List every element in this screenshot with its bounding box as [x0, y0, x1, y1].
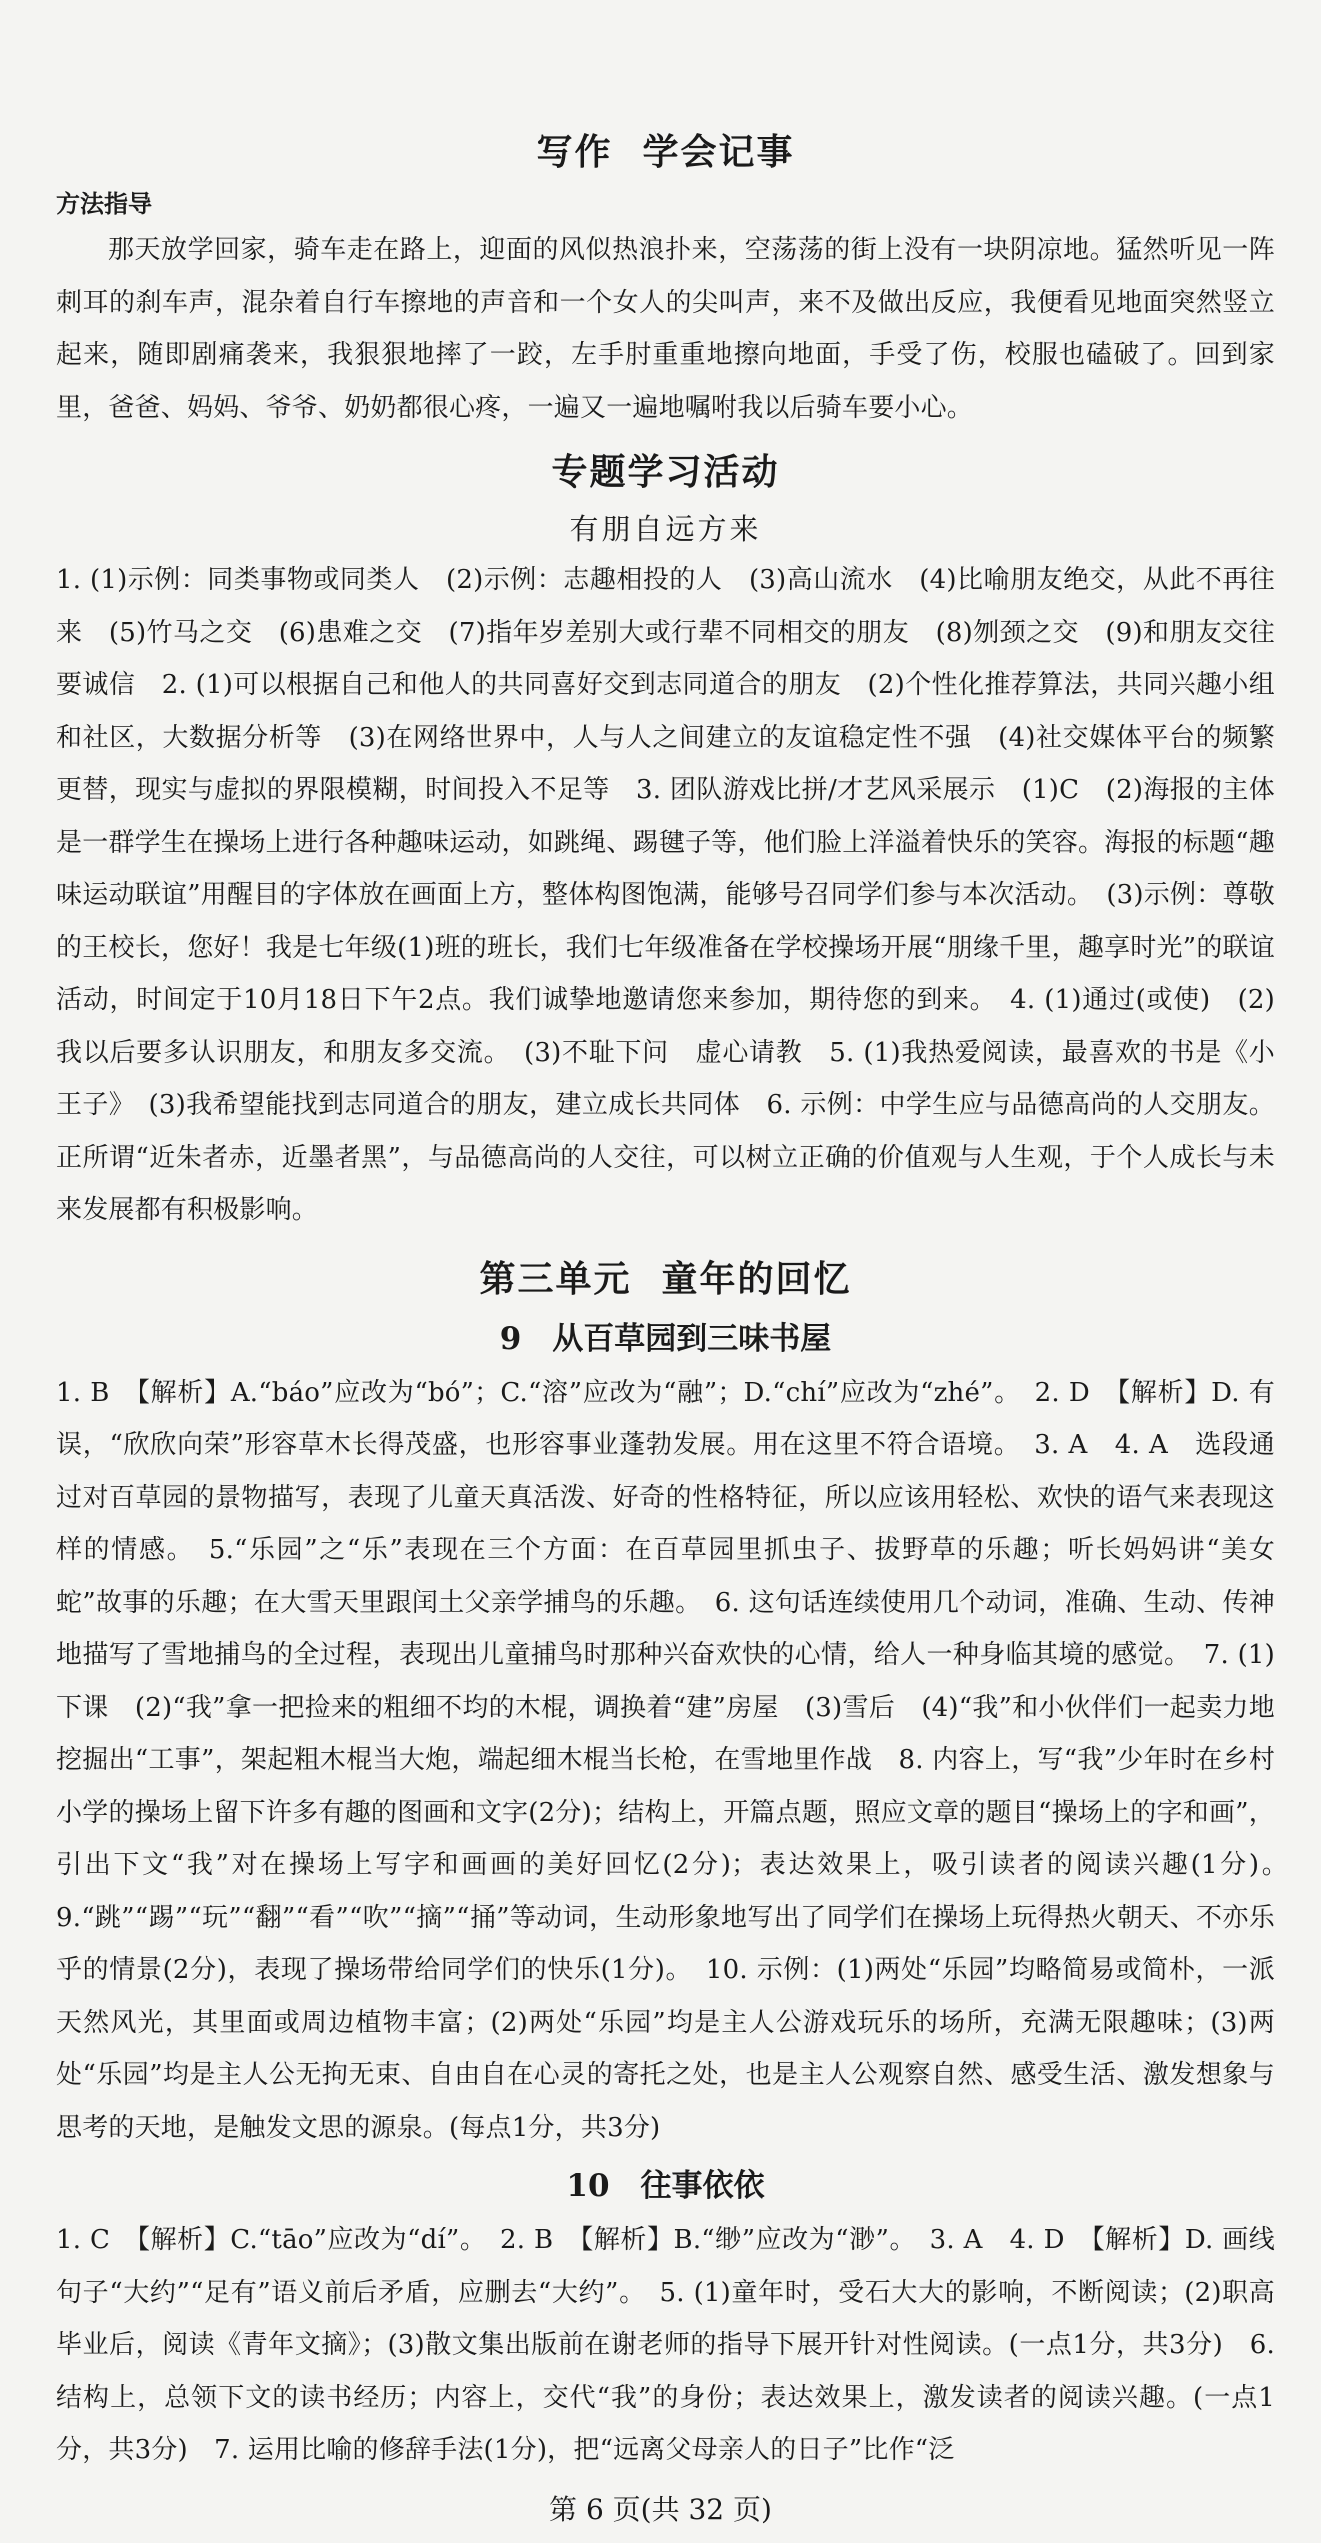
writing-title-a: 写作 [536, 131, 613, 173]
method-guide-label: 方法指导 [56, 190, 152, 218]
writing-paragraph: 那天放学回家，骑车走在路上，迎面的风似热浪扑来，空荡荡的街上没有一块阴凉地。猛然听见一阵刺耳的刹车声，混杂着自行车擦地的声音和一个女人的尖叫声，来不及做出反应，我便看见地面突然竖立起来，随即剧痛袭来，我狠狠地摔了一跤，左手肘重重地擦向地面，手受了伤，校服也磕破了。回到家里，爸爸、妈妈、爷爷、奶奶都很心疼，一遍又一遍地嘱咐我以后骑车要小心。 [56, 235, 1275, 423]
lesson-10-answers: 1. C 【解析】C.“tāo”应改为“dí”。 2. B 【解析】B.“缈”应改为“渺”。 3. A 4. D 【解析】D. 画线句子“大约”“足有”语义前后矛盾，应删去“大约”。 5. (1)童年时，受石大大的影响，不断阅读；(2)职高毕业后，阅读《青年文摘》；(3)散文集出版前在谢老师的指导下展开针对性阅读。(一点1分，共3分) 6. 结构上，总领下文的读书经历；内容上，交代“我”的身份；表达效果上，激发读者的阅读兴趣。(一点1分，共3分) 7. 运用比喻的修辞手法(1分)，把“远离父母亲人的日子”比作“泛 [56, 2225, 1275, 2465]
activity-answers: 1. (1)示例：同类事物或同类人 (2)示例：志趣相投的人 (3)高山流水 (4)比喻朋友绝交，从此不再往来 (5)竹马之交 (6)患难之交 (7)指年岁差别大或行辈不同相交的朋友 (8)刎颈之交 (9)和朋友交往要诚信 2. (1)可以根据自己和他人的共同喜好交到志同道合的朋友 (2)个性化推荐算法，共同兴趣小组和社区，大数据分析等 (3)在网络世界中，人与人之间建立的友谊稳定性不强 (4)社交媒体平台的频繁更替，现实与虚拟的界限模糊，时间投入不足等 3. 团队游戏比拼/才艺风采展示 (1)C (2)海报的主体是一群学生在操场上进行各种趣味运动，如跳绳、踢毽子等，他们脸上洋溢着快乐的笑容。海报的标题“趣味运动联谊”用醒目的字体放在画面上方，整体构图饱满，能够号召同学们参与本次活动。 (3)示例：尊敬的王校长，您好！我是七年级(1)班的班长，我们七年级准备在学校操场开展“朋缘千里，趣享时光”的联谊活动，时间定于10月18日下午2点。我们诚挚地邀请您来参加，期待您的到来。 4. (1)通过(或使) (2)我以后要多认识朋友，和朋友多交流。 (3)不耻下问 虚心请教 5. (1)我热爱阅读，最喜欢的书是《小王子》 (3)我希望能找到志同道合的朋友，建立成长共同体 6. 示例：中学生应与品德高尚的人交朋友。正所谓“近朱者赤，近墨者黑”，与品德高尚的人交往，可以树立正确的价值观与人生观，于个人成长与未来发展都有积极影响。 [56, 565, 1275, 1225]
writing-title-b: 学会记事 [642, 131, 795, 173]
page-footer: 第 6 页(共 32 页) [549, 2493, 772, 2526]
unit-title [56, 1247, 1275, 1311]
unit-title-b: 童年的回忆 [661, 1257, 852, 1300]
lesson-9-title: 9 从百草园到三味书屋 [499, 1320, 832, 1357]
lesson-10-title: 10 往事依依 [566, 2168, 765, 2204]
activity-subtitle: 有朋自远方来 [569, 512, 762, 546]
lesson-9-answers: 1. B 【解析】A.“báo”应改为“bó”；C.“溶”应改为“融”；D.“chí”应改为“zhé”。 2. D 【解析】D. 有误，“欣欣向荣”形容草木长得茂盛，也形容事业蓬勃发展。用在这里不符合语境。 3. A 4. A 选段通过对百草园的景物描写，表现了儿童天真活泼、好奇的性格特征，所以应该用轻松、欢快的语气来表现这样的情感。 5.“乐园”之“乐”表现在三个方面：在百草园里抓虫子、拔野草的乐趣；听长妈妈讲“美女蛇”故事的乐趣；在大雪天里跟闰土父亲学捕鸟的乐趣。 6. 这句话连续使用几个动词，准确、生动、传神地描写了雪地捕鸟的全过程，表现出儿童捕鸟时那种兴奋欢快的心情，给人一种身临其境的感觉。 7. (1)下课 (2)“我”拿一把捡来的粗细不均的木棍，调换着“建”房屋 (3)雪后 (4)“我”和小伙伴们一起卖力地挖掘出“工事”，架起粗木棍当大炮，端起细木棍当长枪，在雪地里作战 8. 内容上，写“我”少年时在乡村小学的操场上留下许多有趣的图画和文字(2分)；结构上，开篇点题，照应文章的题目“操场上的字和画”，引出下文“我”对在操场上写字和画画的美好回忆(2分)；表达效果上，吸引读者的阅读兴趣(1分)。 9.“跳”“踢”“玩”“翻”“看”“吹”“摘”“捅”等动词，生动形象地写出了同学们在操场上玩得热火朝天、不亦乐乎的情景(2分)，表现了操场带给同学们的快乐(1分)。 10. 示例：(1)两处“乐园”均略简易或简朴，一派天然风光，其里面或周边植物丰富；(2)两处“乐园”均是主人公游戏玩乐的场所，充满无限趣味；(3)两处“乐园”均是主人公无拘无束、自由自在心灵的寄托之处，也是主人公观察自然、感受生活、激发想象与思考的天地，是触发文思的源泉。(每点1分，共3分) [56, 1377, 1302, 2143]
writing-title [56, 120, 1275, 184]
activity-title: 专题学习活动 [551, 451, 780, 493]
unit-title-a: 第三单元 [479, 1257, 632, 1300]
